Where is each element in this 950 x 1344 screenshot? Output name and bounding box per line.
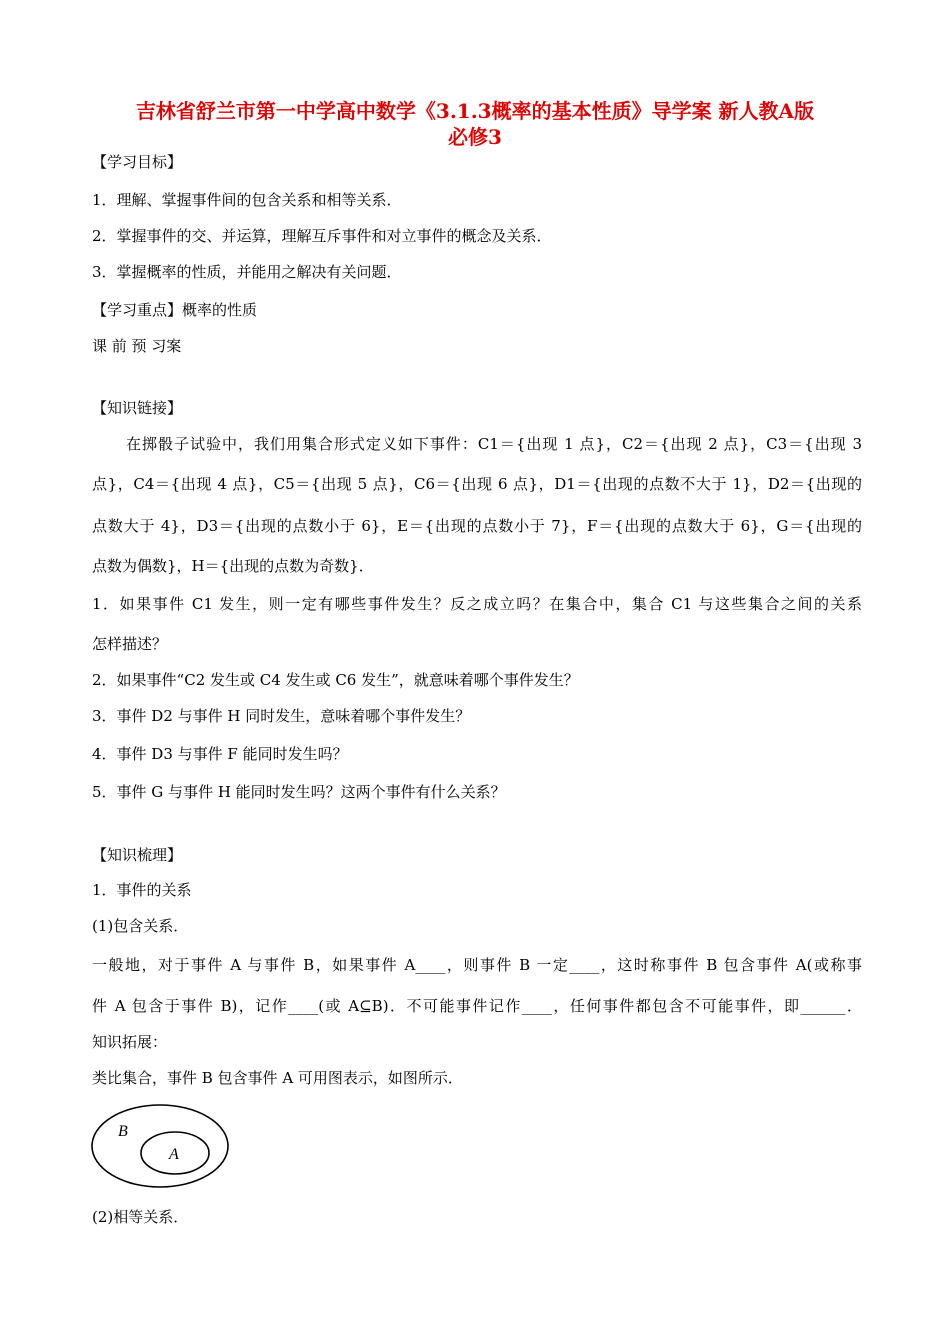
question-line: 2．如果事件“C2 发生或 C4 发生或 C6 发生”，就意味着哪个事件发生？: [92, 671, 579, 689]
preview-label: 课 前 预 习案: [92, 337, 182, 355]
objective-item: 2．掌握事件的交、并运算，理解互斥事件和对立事件的概念及关系．: [92, 227, 552, 245]
venn-label-a: A: [169, 1146, 179, 1163]
question-line: 5．事件 G 与事件 H 能同时发生吗？这两个事件有什么关系？: [92, 783, 506, 801]
subsection-heading: (1)包含关系．: [92, 917, 189, 935]
section-heading: 1．事件的关系: [92, 881, 192, 899]
subsection-heading: (2)相等关系．: [92, 1208, 189, 1226]
knowledge-link-heading: 【知识链接】: [92, 399, 183, 417]
question-line: 3．事件 D2 与事件 H 同时发生，意味着哪个事件发生？: [92, 707, 471, 725]
objectives-heading: 【学习目标】: [92, 153, 183, 171]
document-title-line-2: 必修3: [448, 125, 502, 149]
question-line: 怎样描述？: [92, 635, 168, 653]
knowledge-link-paragraph-line: 点数大于 4}，D3＝{出现的点数小于 6}，E＝{出现的点数小于 7}，F＝{出现的点数大于 6}，G＝{出现的: [92, 517, 862, 535]
definition-paragraph-line: 一般地，对于事件 A 与事件 B，如果事件 A____，则事件 B 一定____，这时称事件 B 包含事件 A(或称事: [92, 956, 862, 974]
knowledge-link-paragraph-line: 点数为偶数}，H＝{出现的点数为奇数}．: [92, 557, 374, 575]
venn-label-b: B: [118, 1123, 128, 1140]
objective-item: 1．理解、掌握事件间的包含关系和相等关系．: [92, 191, 402, 209]
question-line: 4．事件 D3 与事件 F 能同时发生吗？: [92, 745, 348, 763]
question-line: 1．如果事件 C1 发生，则一定有哪些事件发生？反之成立吗？在集合中，集合 C1 与这些集合之间的关系: [92, 595, 862, 613]
definition-paragraph-line: 件 A 包含于事件 B)，记作____(或 A⊆B)．不可能事件记作____，任何事件都包含不可能事件，即______．: [92, 997, 862, 1015]
analogy-text: 类比集合，事件 B 包含事件 A 可用图表示，如图所示．: [92, 1069, 463, 1087]
venn-diagram: [88, 1100, 233, 1192]
document-title-line-1: 吉林省舒兰市第一中学高中数学《3.1.3概率的基本性质》导学案 新人教A版: [135, 99, 815, 123]
objective-item: 3．掌握概率的性质，并能用之解决有关问题．: [92, 263, 402, 281]
knowledge-link-paragraph-line: 在掷骰子试验中，我们用集合形式定义如下事件：C1＝{出现 1 点}，C2＝{出现 2 点}，C3＝{出现 3: [126, 435, 862, 453]
extension-label: 知识拓展：: [92, 1033, 168, 1051]
focus-line: 【学习重点】概率的性质: [92, 301, 258, 319]
knowledge-sort-heading: 【知识梳理】: [92, 846, 183, 864]
knowledge-link-paragraph-line: 点}，C4＝{出现 4 点}，C5＝{出现 5 点}，C6＝{出现 6 点}，D1＝{出现的点数不大于 1}，D2＝{出现的: [92, 475, 862, 493]
